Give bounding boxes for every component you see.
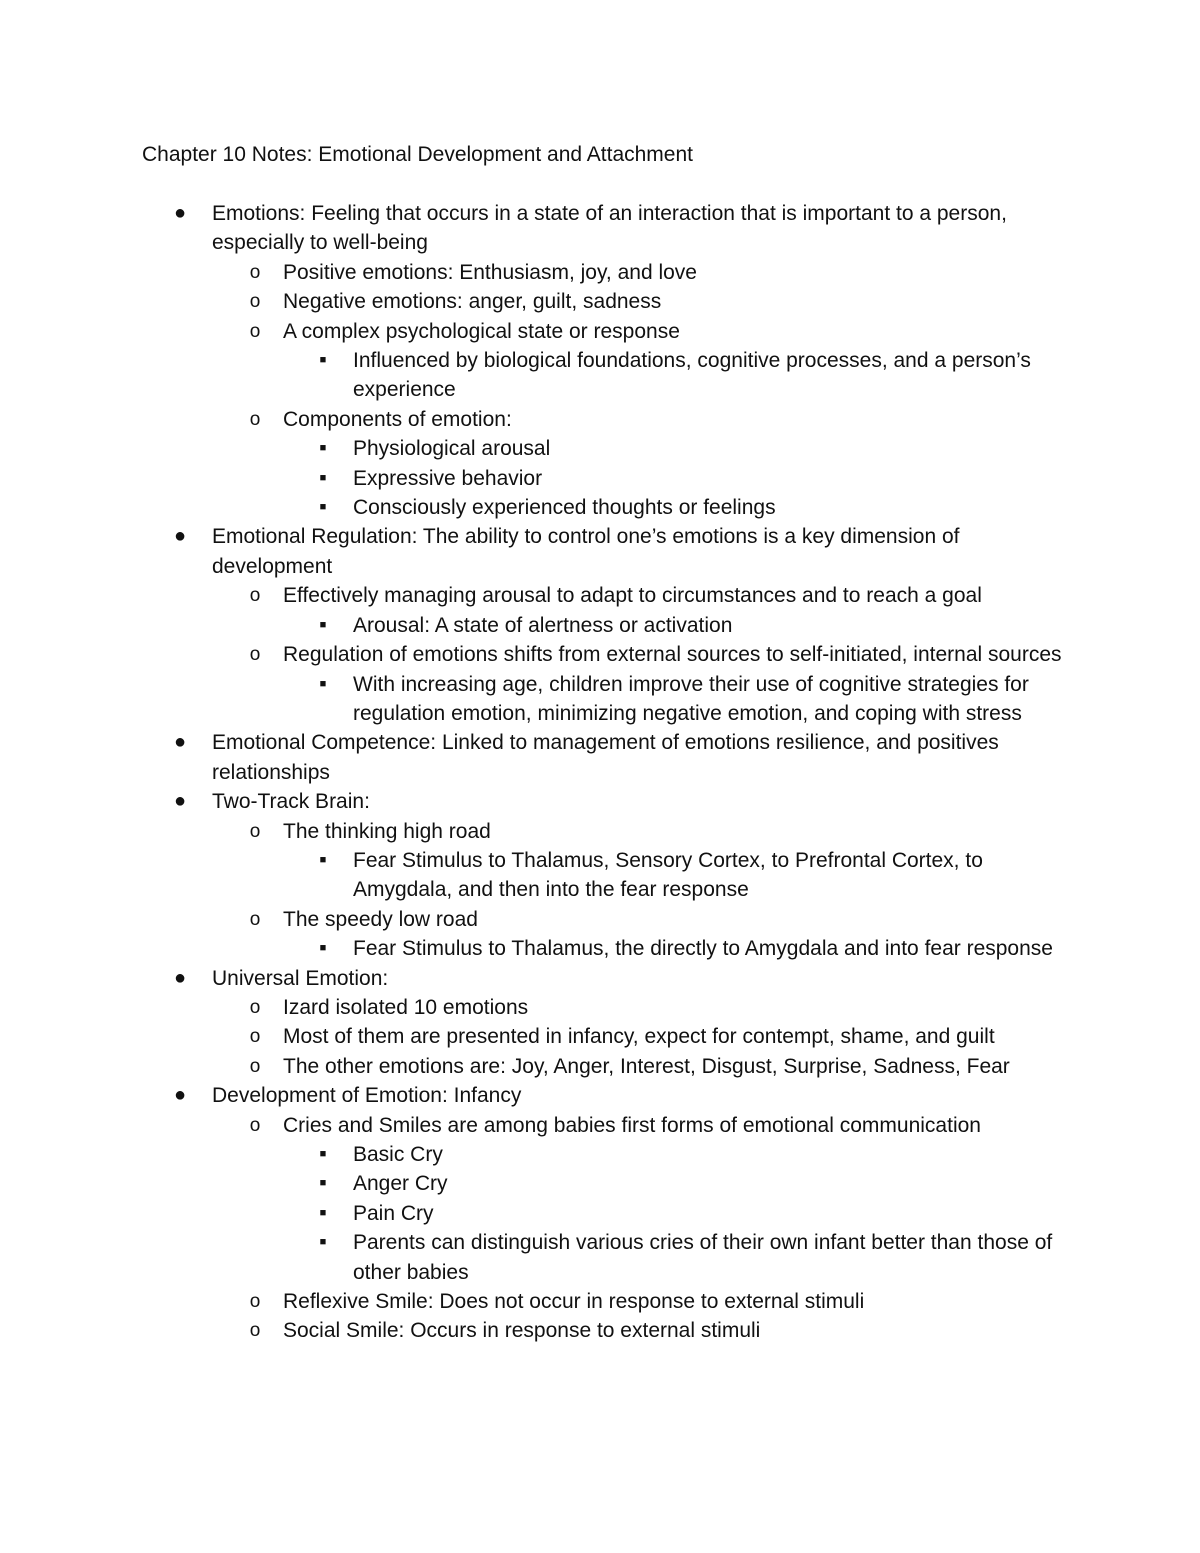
document-title: Chapter 10 Notes: Emotional Development and Attachment	[142, 143, 693, 166]
bullet-marker: ■	[319, 471, 327, 484]
list-item-text: Anger Cry	[353, 1172, 448, 1196]
list-item-text: Components of emotion:	[283, 407, 512, 431]
bullet-marker: ●	[173, 525, 187, 548]
list-item-text: Emotional Competence: Linked to management of emotions resilience, and positives relationships	[212, 731, 999, 784]
bullet-marker: ■	[319, 853, 327, 866]
list-item	[0, 846, 1063, 905]
list-item-text: A complex psychological state or response	[283, 319, 680, 343]
list-item-text: The thinking high road	[283, 819, 491, 843]
list-item-text: Influenced by biological foundations, cognitive processes, and a person’s experience	[353, 349, 1031, 402]
list-item-text: Positive emotions: Enthusiasm, joy, and love	[283, 260, 697, 284]
list-item	[0, 1140, 1063, 1169]
list-item	[0, 964, 1062, 993]
list-item	[0, 1287, 1063, 1316]
list-item	[0, 817, 1063, 846]
list-item-text: Pain Cry	[353, 1201, 434, 1225]
list-item-text: With increasing age, children improve their use of cognitive strategies for regulation emotion, minimizing negative emotion, and coping with stress	[353, 672, 1029, 725]
list-item-text: Expressive behavior	[353, 466, 543, 490]
list-item	[0, 258, 1063, 287]
list-item	[0, 1022, 1063, 1051]
list-item	[0, 1081, 1062, 1110]
list-item	[0, 640, 1063, 669]
list-item	[0, 1316, 1063, 1345]
list-item	[0, 728, 1062, 787]
list-item	[0, 1111, 1063, 1140]
bullet-marker: ■	[319, 501, 327, 514]
list-item-text: Basic Cry	[353, 1143, 443, 1166]
list-item-text: Most of them are presented in infancy, expect for contempt, shame, and guilt	[283, 1025, 995, 1049]
list-item	[0, 1199, 1063, 1228]
bullet-marker: o	[249, 1055, 261, 1077]
list-item-text: Universal Emotion:	[212, 966, 389, 990]
list-item-text: Development of Emotion: Infancy	[212, 1084, 522, 1108]
list-item	[0, 464, 1063, 493]
list-item-text: Izard isolated 10 emotions	[283, 995, 529, 1019]
list-item-text: Negative emotions: anger, guilt, sadness	[283, 290, 662, 314]
list-item-text: Regulation of emotions shifts from external sources to self-initiated, internal sources	[283, 643, 1062, 667]
list-item	[0, 287, 1063, 316]
list-item	[0, 1169, 1063, 1198]
list-item-text: Fear Stimulus to Thalamus, the directly to Amygdala and into fear response	[353, 937, 1053, 961]
list-item-text: Fear Stimulus to Thalamus, Sensory Cortex, to Prefrontal Cortex, to Amygdala, and then into the fear response	[353, 848, 983, 902]
list-item	[0, 934, 1063, 963]
list-item-text: Consciously experienced thoughts or feelings	[353, 496, 776, 520]
list-item	[0, 1052, 1063, 1081]
list-item	[0, 434, 1063, 463]
list-item-text: Effectively managing arousal to adapt to circumstances and to reach a goal	[283, 584, 982, 608]
bullet-marker: o	[249, 320, 261, 342]
bullet-marker: ●	[173, 790, 187, 813]
bullet-marker: o	[249, 261, 261, 283]
bullet-marker: ●	[173, 1084, 187, 1107]
bullet-marker: o	[249, 1114, 261, 1136]
bullet-marker: ●	[173, 731, 187, 754]
bullet-marker: ■	[319, 1236, 327, 1249]
list-item-text: Social Smile: Occurs in response to external stimuli	[283, 1319, 761, 1343]
list-item	[0, 611, 1063, 640]
bullet-marker: ■	[319, 942, 327, 955]
list-item-text: Two-Track Brain:	[212, 790, 370, 814]
bullet-marker: ■	[319, 677, 327, 690]
list-item	[0, 493, 1063, 522]
list-item-text: Emotions: Feeling that occurs in a state of an interaction that is important to a person, especially to well-being	[212, 202, 1007, 255]
list-item	[0, 787, 1062, 816]
bullet-marker: o	[249, 585, 261, 607]
list-item-text: Physiological arousal	[353, 437, 551, 461]
list-item-text: Cries and Smiles are among babies first forms of emotional communication	[283, 1113, 981, 1137]
bullet-marker: ■	[319, 1177, 327, 1190]
bullet-marker: o	[249, 908, 261, 930]
bullet-marker: o	[249, 1291, 261, 1313]
list-item-text: Parents can distinguish various cries of their own infant better than those of other babies	[353, 1231, 1053, 1284]
bullet-marker: ■	[319, 618, 327, 631]
bullet-marker: o	[249, 408, 261, 430]
list-item	[0, 670, 1063, 729]
bullet-marker: ●	[173, 202, 187, 224]
bullet-marker: o	[249, 1320, 261, 1342]
bullet-marker: o	[249, 996, 261, 1018]
bullet-marker: ■	[319, 1206, 327, 1219]
list-item	[0, 581, 1063, 610]
list-item-text: The speedy low road	[283, 907, 478, 931]
list-item	[0, 993, 1063, 1022]
list-item-text: Emotional Regulation: The ability to control one’s emotions is a key dimension of development	[212, 525, 960, 578]
bullet-marker: o	[249, 820, 261, 842]
bullet-marker: ●	[173, 966, 187, 989]
bullet-marker: ■	[319, 1148, 327, 1160]
list-item	[0, 346, 1063, 405]
list-item	[0, 199, 1062, 258]
list-item-text: The other emotions are: Joy, Anger, Interest, Disgust, Surprise, Sadness, Fear	[283, 1054, 1010, 1078]
list-item-text: Arousal: A state of alertness or activation	[353, 613, 733, 637]
list-item	[0, 522, 1062, 581]
list-item	[0, 317, 1063, 346]
notes-list	[0, 199, 1200, 1346]
list-item	[0, 405, 1063, 434]
bullet-marker: o	[249, 644, 261, 666]
bullet-marker: ■	[319, 442, 327, 455]
list-item-text: Reflexive Smile: Does not occur in response to external stimuli	[283, 1290, 865, 1314]
list-item	[0, 905, 1063, 934]
bullet-marker: o	[249, 1026, 261, 1048]
bullet-marker: o	[249, 291, 261, 313]
list-item	[0, 1228, 1063, 1287]
bullet-marker: ■	[319, 354, 327, 367]
